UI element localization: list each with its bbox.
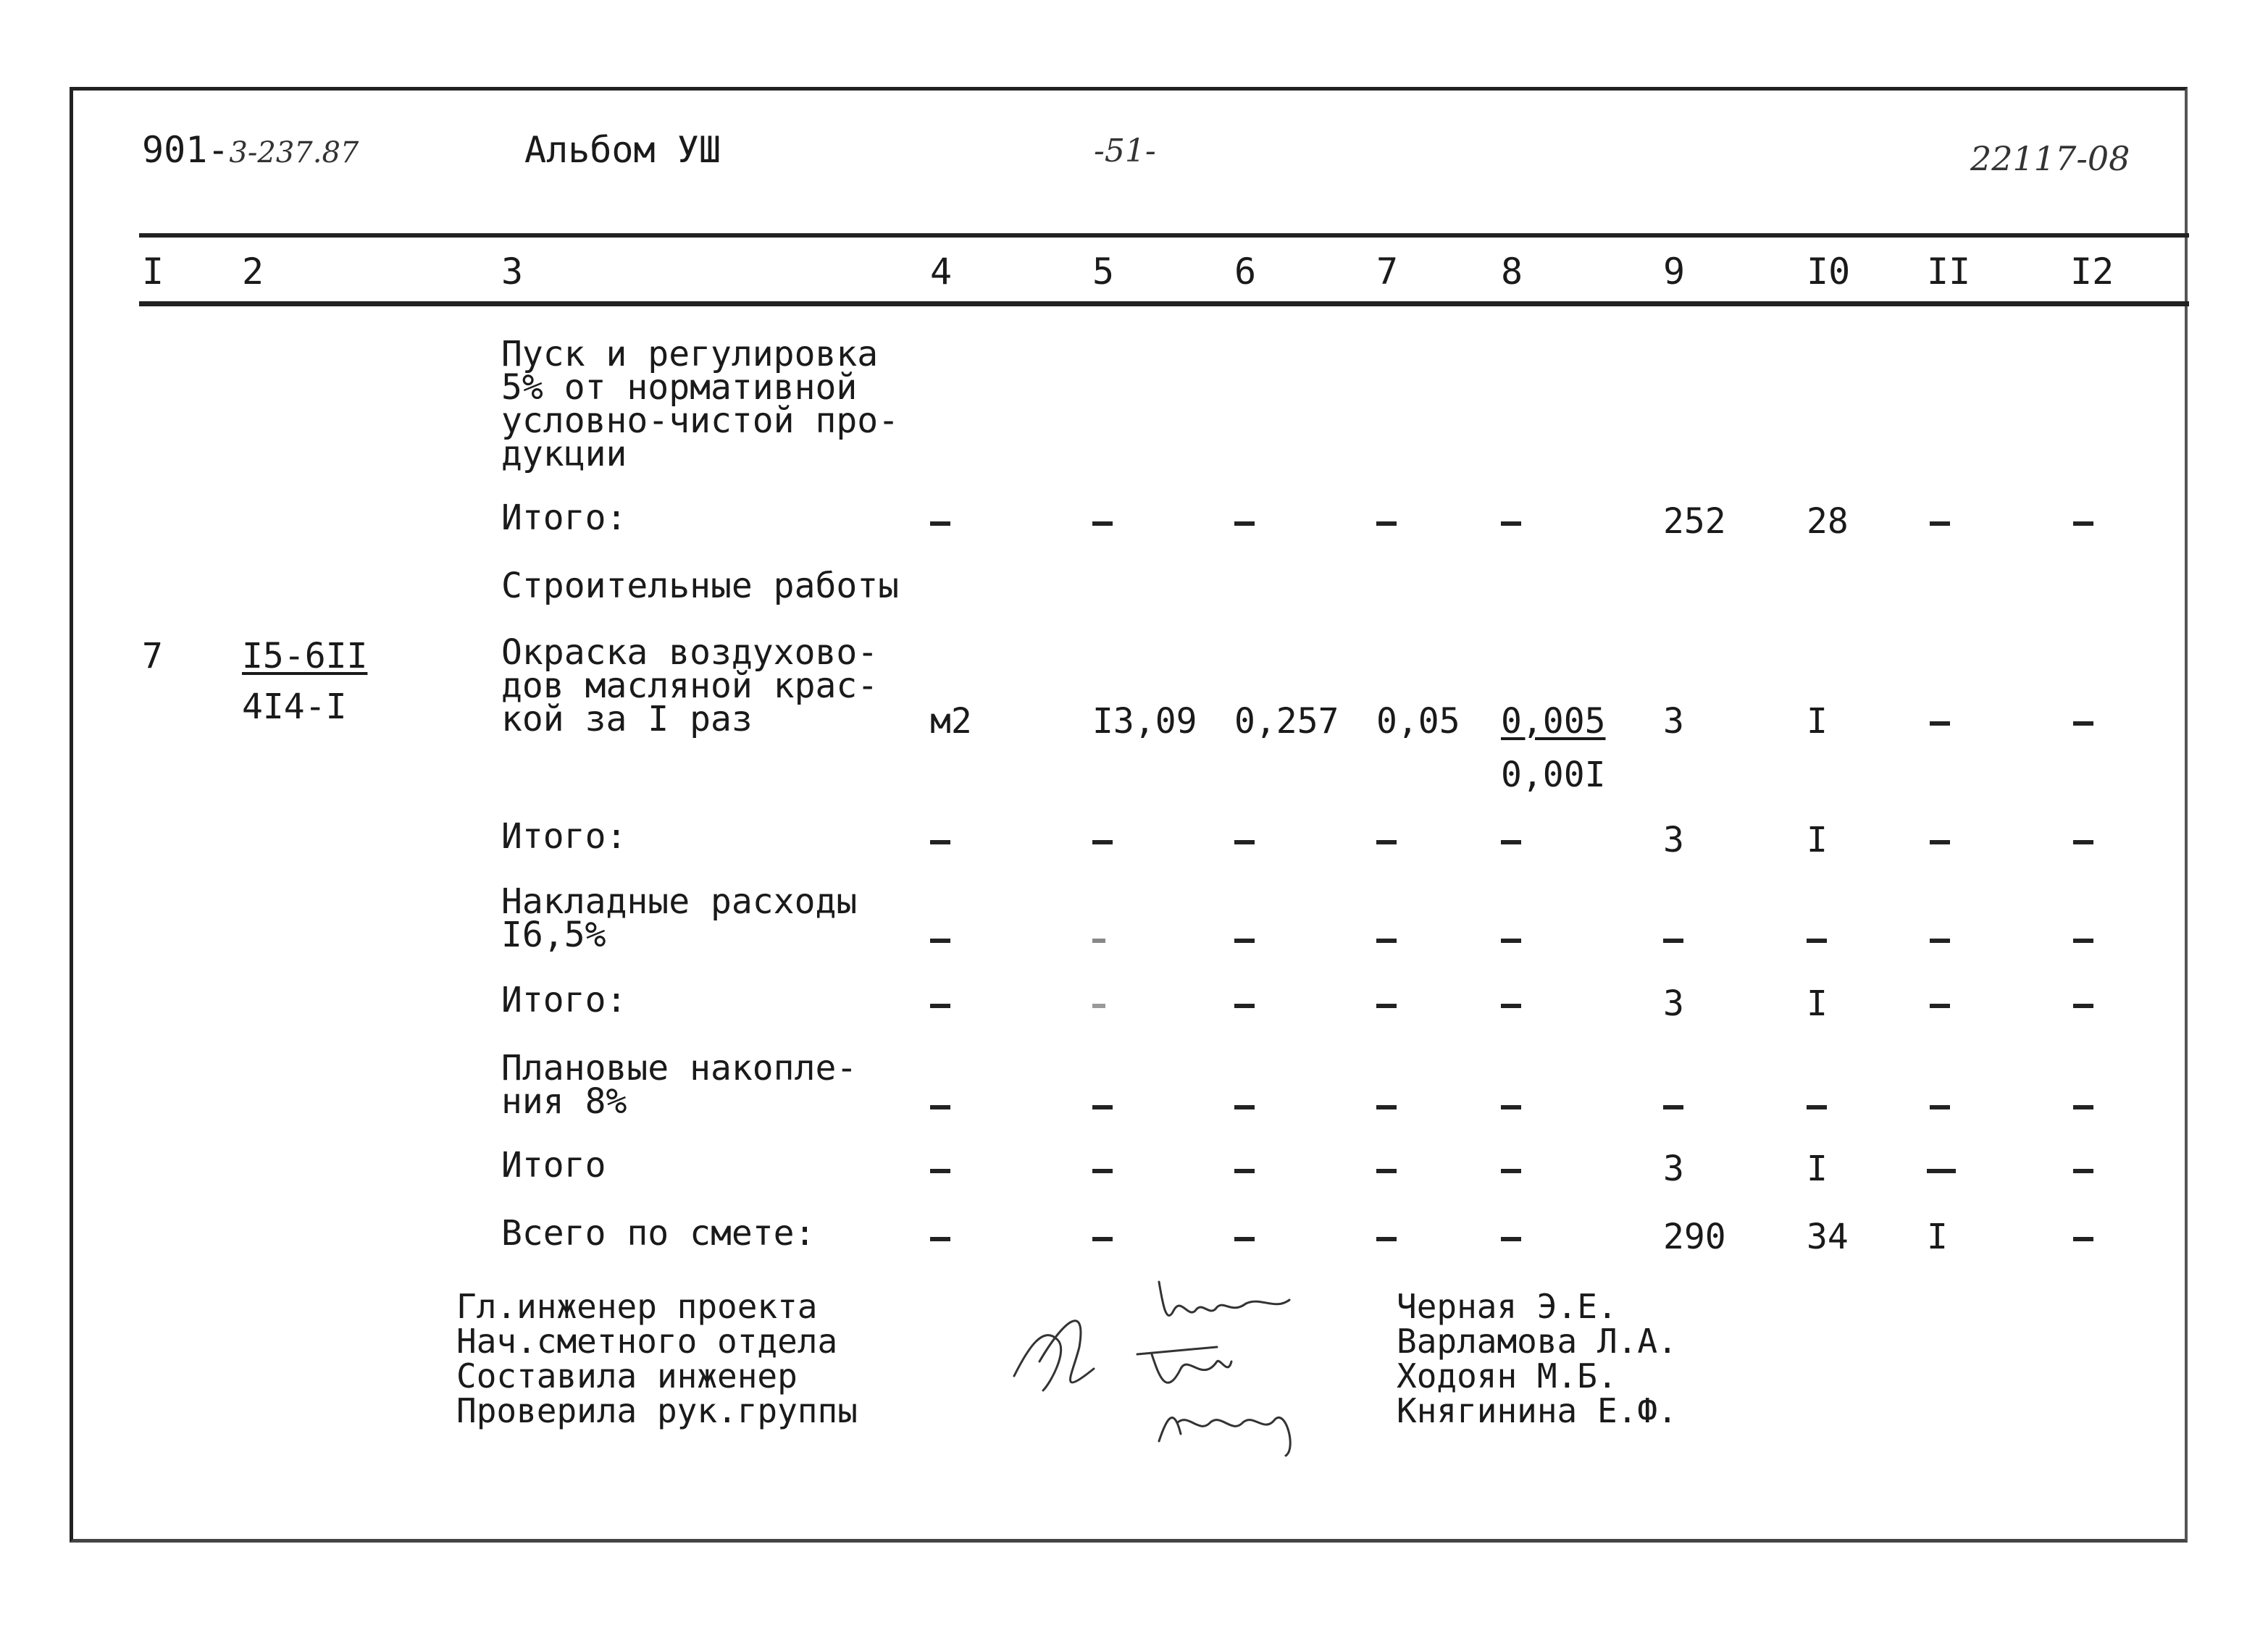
dash (1501, 1237, 1521, 1241)
dash (1234, 840, 1255, 844)
dash (1092, 1105, 1113, 1109)
dash (1663, 939, 1683, 943)
dash (1234, 1237, 1255, 1241)
dash (1234, 1105, 1255, 1109)
row-description: Плановые накопле- ния 8% (501, 1048, 858, 1122)
dash (1930, 840, 1950, 844)
dash (1501, 939, 1521, 943)
dash (930, 1105, 950, 1109)
dash (2073, 840, 2093, 844)
column-number-4: 4 (930, 251, 953, 293)
dash (1807, 1105, 1827, 1109)
cell-col10: I (1807, 1149, 1828, 1189)
dash (1930, 521, 1950, 526)
column-number-10: I0 (1807, 251, 1851, 293)
cell-col4: м2 (930, 701, 972, 742)
dash (1376, 1169, 1397, 1173)
column-number-12: I2 (2070, 251, 2114, 293)
row-label: Итого: (501, 816, 627, 857)
column-number-8: 8 (1501, 251, 1523, 293)
cell-col6: 0,257 (1234, 701, 1339, 742)
dash (930, 1004, 950, 1008)
cell-col2-top: I5-6II (242, 636, 368, 676)
column-number-3: 3 (501, 251, 524, 293)
cell-col9: 252 (1663, 501, 1726, 542)
column-number-11: II (1927, 251, 1971, 293)
row-label: Итого: (501, 498, 627, 538)
dash (930, 1169, 950, 1173)
dash (1663, 1105, 1683, 1109)
dash (1234, 939, 1255, 943)
dash (930, 939, 950, 943)
cell-col10: I (1807, 983, 1828, 1024)
dash (1376, 521, 1397, 526)
row-label-total: Всего по смете: (501, 1213, 816, 1254)
dash (1234, 1169, 1255, 1173)
column-number-2: 2 (242, 251, 264, 293)
cell-col2-bottom: 4I4-I (242, 687, 347, 727)
dash (1376, 939, 1397, 943)
dash (1092, 939, 1105, 943)
cell-col9: 3 (1663, 820, 1684, 860)
row-description: Окраска воздухово- дов масляной крас- кой за I раз (501, 632, 879, 739)
dash (1376, 840, 1397, 844)
dash (1930, 1004, 1950, 1008)
dash (2073, 1169, 2093, 1173)
dash (1501, 1004, 1521, 1008)
dash (1092, 1237, 1113, 1241)
cell-col7: 0,05 (1376, 701, 1460, 742)
dash (1927, 1169, 1956, 1173)
dash (1501, 1169, 1521, 1173)
dash (2073, 1105, 2093, 1109)
dash (1234, 521, 1255, 526)
column-number-9: 9 (1663, 251, 1686, 293)
dash (1092, 521, 1113, 526)
dash (2073, 939, 2093, 943)
cell-col10: 34 (1807, 1217, 1849, 1257)
row-label: Итого: (501, 980, 627, 1020)
dash (2073, 721, 2093, 726)
cell-col9: 3 (1663, 983, 1684, 1024)
dash (930, 840, 950, 844)
signatory-names: Черная Э.Е. Варламова Л.А. Ходоян М.Б. Княгинина Е.Ф. (1397, 1287, 1678, 1430)
cell-col1: 7 (142, 636, 163, 676)
dash (1376, 1237, 1397, 1241)
dash (1092, 840, 1113, 844)
dash (1501, 840, 1521, 844)
column-number-5: 5 (1092, 251, 1115, 293)
cell-col9: 290 (1663, 1217, 1726, 1257)
row-commissioning-description: Пуск и регулировка 5% от нормативной условно-чистой про- дукции (501, 334, 900, 474)
dash (1234, 1004, 1255, 1008)
cell-col11: I (1927, 1217, 1948, 1257)
dash (1092, 1169, 1113, 1173)
doc-number (142, 129, 359, 171)
header-rule-bottom (139, 301, 2189, 306)
row-label: Итого (501, 1145, 606, 1186)
page-number: -51- (1094, 133, 1156, 169)
dash (2073, 1237, 2093, 1241)
dash (2073, 1004, 2093, 1008)
dash (1930, 1105, 1950, 1109)
header-rule-top (139, 233, 2189, 238)
section-heading-construction: Строительные работы (501, 566, 900, 606)
dash (930, 521, 950, 526)
dash (930, 1237, 950, 1241)
document-code: 22117-08 (1970, 139, 2130, 178)
dash (2073, 521, 2093, 526)
cell-col9: 3 (1663, 1149, 1684, 1189)
row-description: Накладные расходы I6,5% (501, 881, 858, 955)
dash (1376, 1105, 1397, 1109)
cell-col10: 28 (1807, 501, 1849, 542)
cell-col5: I3,09 (1092, 701, 1197, 742)
dash (1807, 939, 1827, 943)
album-title: Альбом УШ (524, 129, 721, 171)
handwritten-signatures (1000, 1260, 1376, 1463)
doc-number-typed: 901- (142, 129, 230, 171)
dash (1376, 1004, 1397, 1008)
dash (1092, 1004, 1105, 1008)
cell-col8-top: 0,005 (1501, 701, 1606, 742)
doc-number-handwritten: 3-237.87 (229, 136, 359, 169)
column-number-6: 6 (1234, 251, 1257, 293)
dash (1501, 521, 1521, 526)
dash (1930, 721, 1950, 726)
cell-col10: I (1807, 701, 1828, 742)
dash (1501, 1105, 1521, 1109)
cell-col8-bottom: 0,00I (1501, 755, 1606, 795)
column-number-7: 7 (1376, 251, 1399, 293)
column-number-1: I (142, 251, 164, 293)
signature-roles: Гл.инженер проекта Нач.сметного отдела Составила инженер Проверила рук.группы (456, 1287, 858, 1430)
cell-col10: I (1807, 820, 1828, 860)
cell-col9: 3 (1663, 701, 1684, 742)
dash (1930, 939, 1950, 943)
